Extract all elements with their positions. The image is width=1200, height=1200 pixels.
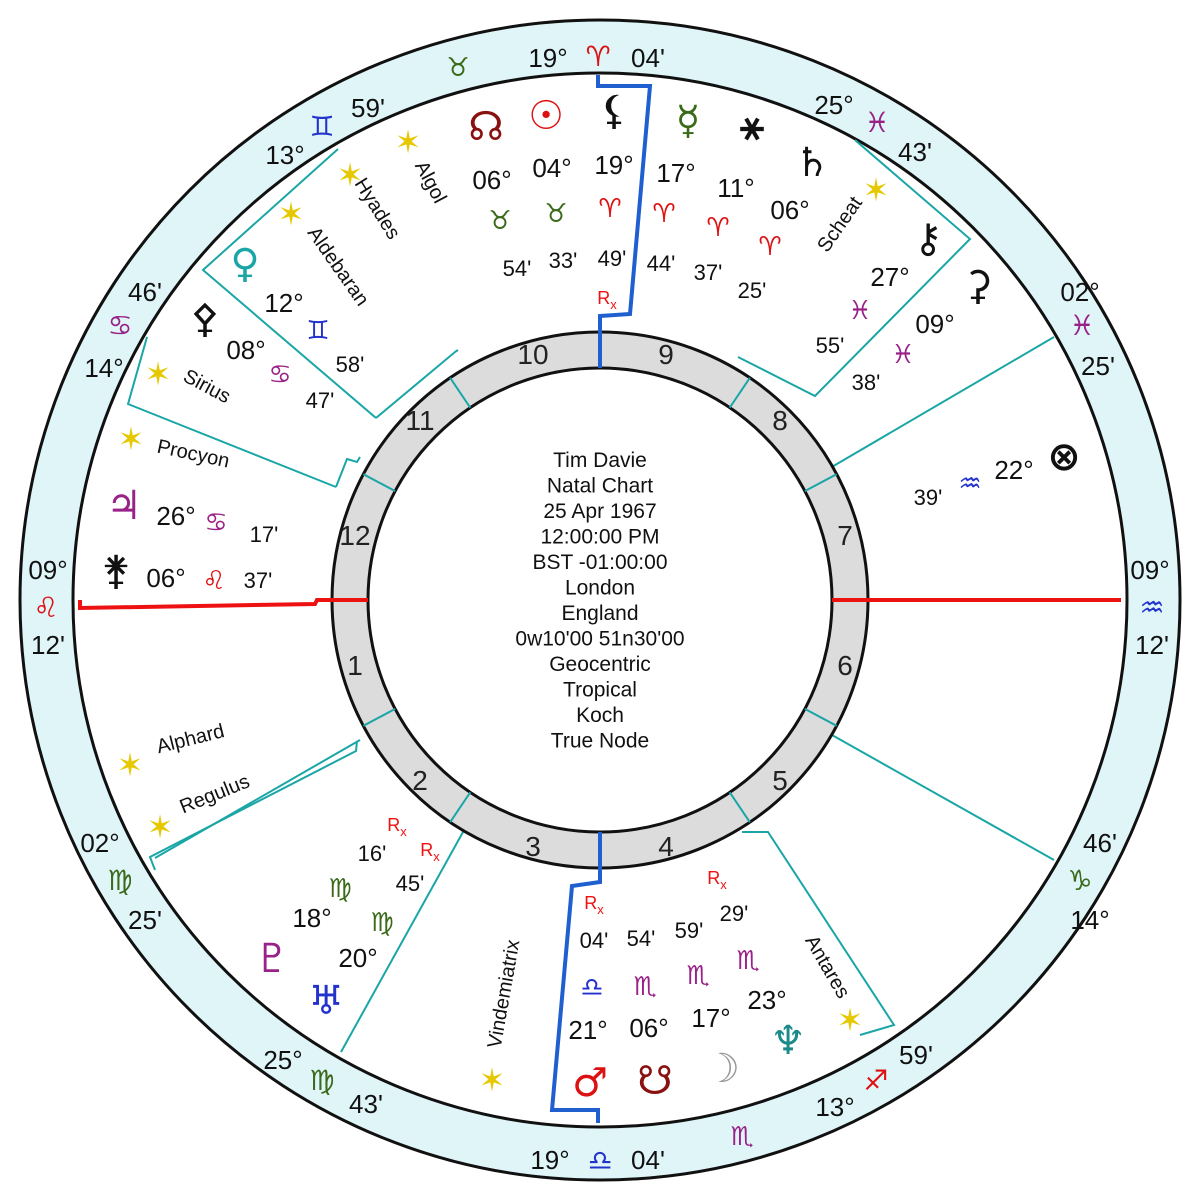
lilith-sign-icon: ♈ (598, 194, 622, 224)
ceres-sign-icon: ♓ (891, 340, 915, 370)
ring-minutes: 04' (631, 43, 665, 73)
star-icon: ✶ (862, 171, 890, 209)
ring-minutes: 43' (349, 1089, 383, 1119)
ring-degree: 25° (263, 1045, 303, 1075)
mercury-degree: 17° (656, 158, 696, 188)
uranus-icon: ♅ (308, 978, 344, 1024)
juno-minutes: 37' (243, 568, 273, 593)
ring-degree: 14° (1070, 905, 1110, 935)
fortune-minutes: 39' (913, 485, 943, 510)
pallas-icon: ⚴ (190, 296, 220, 342)
zodiac-sign-icon: ♒ (1139, 591, 1165, 624)
neptune-degree: 23° (747, 985, 787, 1015)
star-icon: ✶ (836, 1001, 864, 1039)
moon-minutes: 59' (674, 918, 704, 943)
retrograde-x: x (597, 902, 604, 917)
ring-minutes: 59' (351, 93, 385, 123)
house-number: 11 (405, 405, 435, 436)
juno-sign-icon: ♌ (202, 566, 226, 596)
zodiac-sign-icon: ♉ (446, 53, 470, 83)
vertex-minutes: 37' (693, 260, 723, 285)
retrograde-r: R (387, 815, 401, 835)
ring-minutes: 04' (631, 1145, 665, 1175)
chart-info-line: True Node (550, 729, 650, 753)
chart-info-line: Tropical (563, 678, 637, 702)
snode-sign-icon: ♏ (633, 972, 657, 1002)
star-label-scheat: Scheat (813, 192, 867, 257)
mars-degree: 21° (568, 1015, 608, 1045)
lilith-minutes: 49' (597, 246, 627, 271)
star-label-algol: Algol (410, 157, 451, 207)
ceres-degree: 09° (915, 309, 955, 339)
chart-info-line: Natal Chart (546, 474, 654, 498)
saturn-sign-icon: ♈ (758, 232, 782, 262)
zodiac-sign-icon: ♌ (33, 591, 59, 624)
pallas-minutes: 47' (305, 388, 335, 413)
zodiac-sign-icon: ♑ (1067, 864, 1093, 897)
zodiac-sign-icon: ♈ (585, 40, 611, 73)
pallas-degree: 08° (226, 335, 266, 365)
retrograde-r: R (420, 840, 434, 860)
star-label-regulus: Regulus (176, 770, 253, 819)
sun-degree: 04° (532, 153, 572, 183)
neptune-minutes: 29' (719, 901, 749, 926)
star-icon: ✶ (394, 123, 422, 161)
house-number: 5 (772, 765, 788, 796)
star-icon: ✶ (146, 808, 174, 846)
star-label-procyon: Procyon (155, 435, 232, 473)
house-number: 1 (347, 650, 363, 681)
ring-degree: 09° (1130, 555, 1170, 585)
ring-degree: 02° (80, 828, 120, 858)
snode-degree: 06° (629, 1013, 669, 1043)
retrograde-x: x (433, 849, 440, 864)
ring-degree: 02° (1060, 277, 1100, 307)
zodiac-sign-icon: ♎ (587, 1144, 613, 1177)
star-icon: ✶ (144, 355, 172, 393)
star-label-alphard: Alphard (154, 720, 227, 759)
house-number: 2 (412, 765, 428, 796)
jupiter-icon: ♃ (106, 483, 142, 529)
lilith-icon: ⚸ (599, 88, 629, 134)
retrograde-r: R (707, 868, 721, 888)
ring-minutes: 46' (128, 277, 162, 307)
sun-minutes: 33' (548, 248, 578, 273)
chart-info-line: 0w10'00 51n30'00 (515, 627, 685, 651)
fortune-sign-icon: ♒ (958, 469, 982, 499)
zodiac-sign-icon: ♐ (863, 1064, 889, 1097)
saturn-icon: ♄ (794, 140, 830, 186)
lilith-degree: 19° (594, 150, 634, 180)
venus-icon: ♀ (230, 241, 260, 287)
venus-minutes: 58' (335, 352, 365, 377)
star-icon: ✶ (116, 746, 144, 784)
retrograde-r: R (584, 893, 598, 913)
ring-degree: 19° (530, 1145, 570, 1175)
vertex-icon: ⚹ (740, 103, 764, 149)
chart-info-line: 25 Apr 1967 (543, 500, 657, 523)
house-number: 10 (517, 339, 549, 370)
jupiter-degree: 26° (156, 501, 196, 531)
neptune-sign-icon: ♏ (736, 946, 760, 976)
house-number: 7 (837, 520, 853, 551)
sun-icon: ☉ (528, 93, 564, 139)
vertex-sign-icon: ♈ (706, 213, 730, 243)
mars-minutes: 04' (579, 928, 609, 953)
zodiac-sign-icon: ♊ (309, 110, 335, 143)
jupiter-minutes: 17' (249, 522, 279, 547)
node-degree: 06° (472, 165, 512, 195)
ring-degree: 09° (28, 555, 68, 585)
ceres-minutes: 38' (851, 370, 881, 395)
juno-degree: 06° (146, 563, 186, 593)
house-number: 9 (658, 339, 674, 370)
ring-minutes: 25' (1081, 351, 1115, 381)
saturn-degree: 06° (770, 195, 810, 225)
retrograde-x: x (720, 877, 727, 892)
mars-sign-icon: ♎ (580, 973, 604, 1003)
ring-minutes: 12' (31, 630, 65, 660)
mars-icon: ♂ (572, 1060, 608, 1106)
pallas-sign-icon: ♋ (268, 360, 292, 390)
ring-minutes: 12' (1135, 630, 1169, 660)
star-label-vindemiatrix: Vindemiatrix (483, 938, 525, 1050)
star-icon: ✶ (117, 420, 145, 458)
star-icon: ✶ (277, 195, 305, 233)
mercury-icon: ☿ (675, 98, 701, 144)
house-number: 3 (525, 831, 541, 862)
retrograde-x: x (400, 824, 407, 839)
chart-info-line: 12:00:00 PM (540, 525, 660, 549)
node-minutes: 54' (502, 256, 532, 281)
node-sign-icon: ♉ (488, 206, 512, 236)
mercury-minutes: 44' (646, 251, 676, 276)
chart-info-line: Koch (576, 704, 624, 727)
uranus-sign-icon: ♍ (370, 908, 394, 938)
pluto-sign-icon: ♍ (328, 874, 352, 904)
neptune-icon: ♆ (770, 1018, 806, 1064)
ring-degree: 13° (265, 140, 305, 170)
zodiac-sign-icon: ♏ (730, 1122, 754, 1152)
star-icon: ✶ (336, 156, 364, 194)
ring-degree: 25° (814, 90, 854, 120)
chart-info-line: BST -01:00:00 (532, 551, 668, 574)
vertex-degree: 11° (717, 173, 755, 203)
ring-minutes: 46' (1083, 828, 1117, 858)
star-label-hyades: Hyades (349, 174, 405, 244)
snode-minutes: 54' (626, 926, 656, 951)
chart-info-line: London (564, 576, 636, 600)
house-number: 12 (339, 520, 371, 551)
mercury-sign-icon: ♈ (652, 199, 676, 229)
ring-minutes: 59' (899, 1040, 933, 1070)
star-label-aldebaran: Aldebaran (302, 222, 374, 311)
ring-degree: 14° (84, 353, 124, 383)
chart-info-line: Tim Davie (553, 449, 647, 472)
chart-info-line: England (561, 602, 639, 625)
moon-sign-icon: ♏ (686, 961, 710, 991)
retrograde-r: R (597, 288, 611, 308)
house-number: 6 (837, 650, 853, 681)
uranus-minutes: 45' (395, 871, 425, 896)
chiron-sign-icon: ♓ (848, 296, 872, 326)
house-number: 8 (772, 405, 788, 436)
pluto-degree: 18° (292, 903, 332, 933)
pluto-icon: ♇ (254, 936, 290, 982)
house-number: 4 (658, 831, 674, 862)
fortune-icon: ⊗ (1047, 434, 1081, 480)
zodiac-sign-icon: ♓ (1069, 309, 1095, 342)
zodiac-sign-icon: ♍ (107, 864, 133, 897)
pluto-minutes: 16' (357, 841, 387, 866)
snode-icon: ☋ (637, 1058, 673, 1104)
retrograde-x: x (610, 297, 617, 312)
moon-degree: 17° (691, 1003, 731, 1033)
juno-icon: ⚵ (101, 548, 131, 594)
moon-icon: ☽ (704, 1046, 740, 1092)
fortune-degree: 22° (994, 455, 1034, 485)
chart-info-line: Geocentric (549, 653, 651, 676)
chiron-icon: ⚷ (913, 216, 943, 262)
ring-degree: 13° (815, 1092, 855, 1122)
zodiac-sign-icon: ♍ (309, 1064, 335, 1097)
ring-minutes: 25' (128, 905, 162, 935)
node-icon: ☊ (468, 104, 504, 150)
jupiter-sign-icon: ♋ (204, 508, 228, 538)
ring-minutes: 43' (898, 137, 932, 167)
star-label-sirius: Sirius (179, 365, 235, 409)
venus-degree: 12° (264, 288, 304, 318)
chiron-minutes: 55' (815, 333, 845, 358)
zodiac-sign-icon: ♋ (107, 309, 133, 342)
chiron-degree: 27° (870, 262, 910, 292)
saturn-minutes: 25' (737, 278, 767, 303)
star-label-antares: Antares (800, 931, 854, 1003)
star-icon: ✶ (478, 1061, 506, 1099)
house-ring-inner (368, 368, 832, 832)
ring-degree: 19° (528, 43, 568, 73)
zodiac-sign-icon: ♓ (864, 106, 890, 139)
ceres-icon: ⚳ (963, 263, 993, 309)
venus-sign-icon: ♊ (306, 316, 330, 346)
sun-sign-icon: ♉ (544, 199, 568, 229)
uranus-degree: 20° (338, 943, 378, 973)
